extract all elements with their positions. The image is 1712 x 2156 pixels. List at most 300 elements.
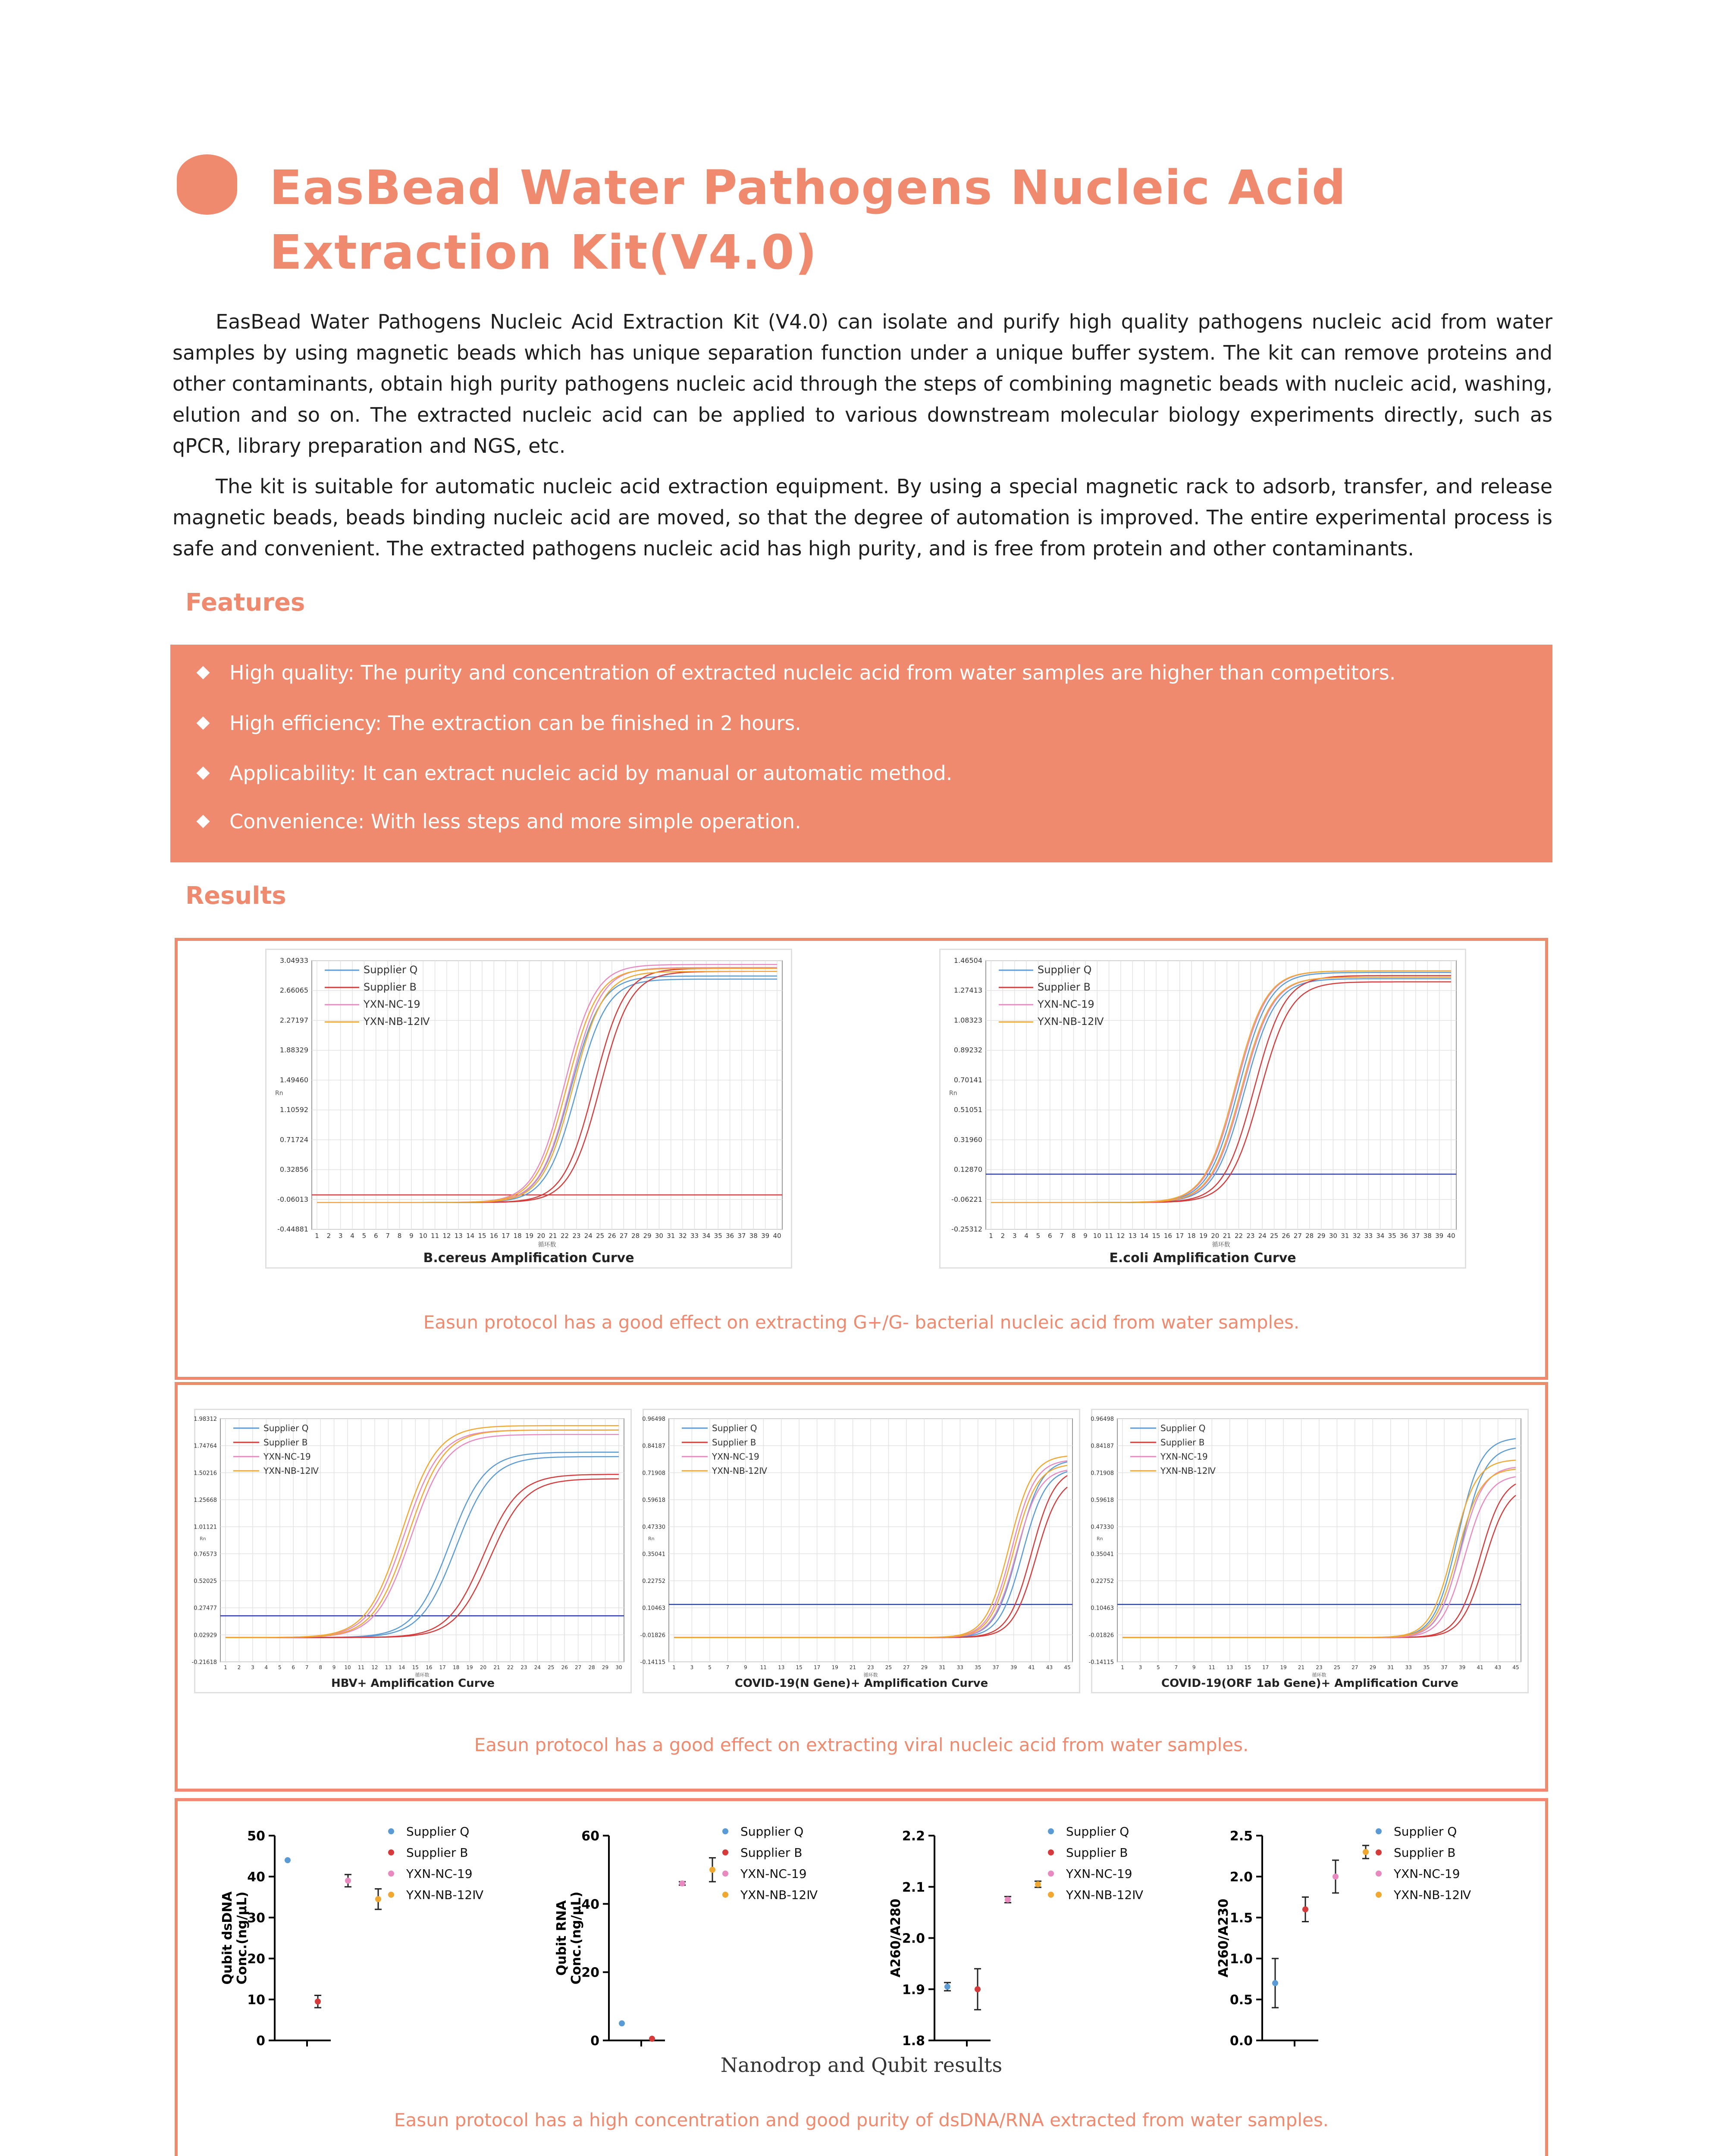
x-tick-label: 17 [1176, 1232, 1184, 1240]
x-tick-label: 17 [1262, 1664, 1269, 1670]
x-tick-label: 11 [1105, 1232, 1113, 1240]
legend-marker [1376, 1849, 1382, 1855]
x-tick-label: 15 [1152, 1232, 1160, 1240]
y-tick-label: 0.27477 [194, 1605, 217, 1612]
diamond-bullet-icon [196, 716, 210, 730]
x-tick-label: 35 [1423, 1664, 1430, 1670]
y-tick-label: 1.0 [1229, 1952, 1253, 1967]
chart-rna [553, 1818, 850, 2053]
x-tick-label: 20 [480, 1664, 487, 1670]
x-tick-label: 1 [315, 1232, 319, 1240]
x-tick-label: 9 [1192, 1664, 1196, 1670]
x-tick-label: 26 [561, 1664, 568, 1670]
x-tick-label: 10 [344, 1664, 351, 1670]
legend-label: YXN-NC-19 [1038, 998, 1094, 1010]
data-point-3 [1035, 1881, 1041, 1887]
y-axis-label-line: A260/A230 [1216, 1899, 1231, 1977]
y-axis-label-line: Conc.(ng/μL) [235, 1891, 250, 1985]
x-tick-label: 15 [412, 1664, 419, 1670]
y-tick-label: 0.35041 [1091, 1551, 1114, 1558]
chart-svg [941, 950, 1465, 1267]
y-tick-label: 0.31960 [953, 1135, 982, 1144]
x-tick-label: 28 [1305, 1232, 1314, 1240]
legend-label: YXN-NC-19 [1160, 1451, 1208, 1462]
x-tick-label: 9 [332, 1664, 336, 1670]
x-tick-label: 29 [643, 1232, 652, 1240]
x-tick-label: 14 [1140, 1232, 1149, 1240]
legend-label: Supplier B [712, 1437, 756, 1448]
x-tick-label: 30 [1329, 1232, 1337, 1240]
y-tick-label: 0.47330 [1091, 1524, 1114, 1531]
x-tick-label: 29 [921, 1664, 928, 1670]
x-tick-label: 11 [1208, 1664, 1215, 1670]
x-tick-label: 4 [350, 1232, 354, 1240]
x-tick-label: 39 [1010, 1664, 1017, 1670]
x-tick-label: 15 [1244, 1664, 1251, 1670]
y-axis-label-line: Qubit RNA [554, 1900, 569, 1976]
x-tick-label: 27 [1293, 1232, 1302, 1240]
y-tick-label: 0.12870 [953, 1165, 982, 1174]
chart-svg [1206, 1818, 1504, 2053]
x-tick-label: 13 [778, 1664, 785, 1670]
x-tick-label: 27 [903, 1664, 910, 1670]
x-tick-label: 37 [1411, 1232, 1420, 1240]
chart-dsdna [219, 1818, 516, 2053]
y-tick-label: 0.47330 [642, 1524, 665, 1531]
x-tick-label: 19 [1280, 1664, 1287, 1670]
y-tick-label: 3.04933 [279, 956, 308, 965]
y-axis-label [1216, 1899, 1231, 1977]
x-tick-label: 35 [975, 1664, 981, 1670]
legend-marker [388, 1849, 394, 1855]
x-tick-label: 34 [702, 1232, 711, 1240]
x-tick-label: 7 [1174, 1664, 1178, 1670]
x-tick-label: 31 [667, 1232, 675, 1240]
legend-marker [1048, 1828, 1054, 1834]
legend-label: Supplier Q [712, 1423, 757, 1433]
y-tick-label: 1.10592 [279, 1106, 308, 1114]
data-point-2 [1005, 1896, 1011, 1902]
x-tick-label: 41 [1028, 1664, 1035, 1670]
x-tick-label: 20 [1211, 1232, 1220, 1240]
y-tick-label: 0.96498 [642, 1416, 665, 1423]
x-axis-label: 循环数 [1312, 1672, 1326, 1678]
y-tick-label: 0.71908 [1091, 1470, 1114, 1477]
legend-label: Supplier Q [1066, 1824, 1129, 1839]
chart-svg [640, 1410, 1079, 1692]
diamond-bullet-icon [196, 666, 210, 679]
x-tick-label: 8 [319, 1664, 322, 1670]
x-tick-label: 12 [442, 1232, 451, 1240]
x-tick-label: 36 [1400, 1232, 1408, 1240]
x-tick-label: 33 [1405, 1664, 1412, 1670]
x-tick-label: 5 [708, 1664, 712, 1670]
legend-marker [722, 1828, 728, 1834]
y-tick-label: 30 [247, 1911, 265, 1926]
legend-label: YXN-NB-12Ⅳ [1160, 1466, 1216, 1476]
x-tick-label: 11 [431, 1232, 439, 1240]
legend-label: YXN-NB-12Ⅳ [406, 1888, 484, 1902]
legend-marker [388, 1892, 394, 1898]
x-tick-label: 24 [534, 1664, 541, 1670]
legend-label: Supplier Q [1394, 1824, 1457, 1839]
legend-label: YXN-NB-12Ⅳ [712, 1466, 767, 1476]
x-tick-label: 9 [743, 1664, 747, 1670]
x-tick-label: 32 [678, 1232, 687, 1240]
y-axis-label: Rn [949, 1090, 957, 1097]
x-tick-label: 6 [1048, 1232, 1052, 1240]
y-tick-label: 0.02929 [194, 1632, 217, 1639]
x-tick-label: 1 [672, 1664, 676, 1670]
data-point-1 [975, 1986, 981, 1992]
x-tick-label: 43 [1494, 1664, 1502, 1670]
y-tick-label: -0.01826 [640, 1632, 665, 1639]
data-point-1 [1302, 1906, 1308, 1912]
chart-bcereus [265, 949, 792, 1269]
legend-marker [1048, 1871, 1054, 1877]
y-tick-label: 2.1 [902, 1880, 925, 1895]
x-tick-label: 22 [507, 1664, 514, 1670]
x-tick-label: 25 [1270, 1232, 1279, 1240]
x-tick-label: 17 [813, 1664, 821, 1670]
x-tick-label: 3 [1138, 1664, 1142, 1670]
x-tick-label: 2 [1000, 1232, 1005, 1240]
x-tick-label: 25 [596, 1232, 605, 1240]
x-tick-label: 31 [1387, 1664, 1394, 1670]
x-tick-label: 23 [572, 1232, 581, 1240]
x-tick-label: 23 [1246, 1232, 1255, 1240]
y-axis-label-line: Conc.(ng/μL) [569, 1891, 584, 1985]
x-tick-label: 38 [1423, 1232, 1432, 1240]
y-tick-label: 0.5 [1229, 1993, 1253, 2008]
x-tick-label: 17 [502, 1232, 510, 1240]
x-tick-label: 37 [737, 1232, 746, 1240]
y-tick-label: 1.8 [902, 2034, 925, 2049]
legend-label: Supplier Q [263, 1423, 309, 1433]
y-tick-label: -0.01826 [1088, 1632, 1114, 1639]
x-tick-label: 21 [1223, 1232, 1231, 1240]
chart-covid-n [640, 1409, 1080, 1693]
x-tick-label: 16 [1163, 1232, 1172, 1240]
x-tick-label: 11 [357, 1664, 365, 1670]
feature-item: High efficiency: The extraction can be finished in 2 hours. [198, 710, 801, 736]
data-point-1 [315, 1999, 321, 2005]
y-axis-label: Rn [200, 1536, 206, 1542]
y-tick-label: 0.76573 [194, 1551, 217, 1558]
x-tick-label: 30 [615, 1664, 622, 1670]
y-tick-label: 0.10463 [642, 1605, 665, 1612]
x-tick-label: 9 [409, 1232, 414, 1240]
chart-svg [1088, 1410, 1527, 1692]
x-tick-label: 3 [690, 1664, 694, 1670]
page-title: EasBead Water Pathogens Nucleic Acid Extraction Kit(V4.0) [270, 160, 1347, 280]
x-tick-label: 19 [525, 1232, 534, 1240]
y-axis-label [220, 1891, 250, 1985]
y-tick-label: -0.25312 [951, 1225, 982, 1233]
x-tick-label: 39 [1458, 1664, 1466, 1670]
x-tick-label: 1 [1121, 1664, 1124, 1670]
x-tick-label: 33 [956, 1664, 963, 1670]
y-tick-label: -0.06221 [951, 1195, 982, 1203]
x-tick-label: 21 [549, 1232, 557, 1240]
legend-label: YXN-NB-12Ⅳ [1394, 1888, 1471, 1902]
x-tick-label: 40 [1447, 1232, 1455, 1240]
y-tick-label: 40 [247, 1870, 265, 1885]
x-tick-label: 2 [237, 1664, 241, 1670]
x-tick-label: 1 [224, 1664, 227, 1670]
legend-marker [1048, 1849, 1054, 1855]
x-tick-label: 27 [619, 1232, 628, 1240]
x-tick-label: 36 [726, 1232, 734, 1240]
intro-paragraph-1: EasBead Water Pathogens Nucleic Acid Extraction Kit (V4.0) can isolate and purify high quality pathogens nucleic acid from water samples by using magnetic beads which has unique separation function under a unique buffer system. The kit can remove proteins and other contaminants, obtain high purity pathogens nucleic acid through the steps of combining magnetic beads with nucleic acid, washing, elution and so on. The extracted nucleic acid can be applied to various downstream molecular biology experiments directly, such as qPCR, library preparation and NGS, etc. [172, 310, 1552, 458]
x-tick-label: 2 [326, 1232, 331, 1240]
x-tick-label: 1 [989, 1232, 993, 1240]
x-tick-label: 33 [690, 1232, 699, 1240]
chart-a260-a230 [1206, 1818, 1504, 2053]
y-tick-label: 2.5 [1229, 1829, 1253, 1844]
x-tick-label: 22 [1234, 1232, 1243, 1240]
y-tick-label: 2.2 [902, 1829, 925, 1844]
x-tick-label: 32 [1352, 1232, 1361, 1240]
y-tick-label: 0.71724 [279, 1135, 308, 1144]
legend-label: Supplier Q [1038, 964, 1092, 976]
x-tick-label: 13 [1128, 1232, 1137, 1240]
y-tick-label: 2.66065 [279, 986, 308, 995]
y-tick-label: 20 [581, 1965, 599, 1981]
x-tick-label: 26 [1282, 1232, 1290, 1240]
y-tick-label: 0 [590, 2034, 599, 2049]
x-tick-label: 5 [1157, 1664, 1160, 1670]
x-tick-label: 10 [1093, 1232, 1101, 1240]
x-tick-label: 25 [548, 1664, 555, 1670]
legend-label: Supplier Q [406, 1824, 470, 1839]
x-axis-label: 循环数 [1212, 1241, 1230, 1248]
x-tick-label: 29 [602, 1664, 609, 1670]
x-tick-label: 19 [831, 1664, 838, 1670]
x-tick-label: 29 [1317, 1232, 1326, 1240]
y-axis-label: Rn [275, 1090, 283, 1097]
legend-label: Supplier B [406, 1846, 468, 1860]
y-axis-label [888, 1899, 903, 1977]
x-tick-label: 13 [1226, 1664, 1233, 1670]
x-tick-label: 24 [584, 1232, 593, 1240]
y-tick-label: 0.96498 [1091, 1416, 1114, 1423]
x-tick-label: 8 [397, 1232, 402, 1240]
x-tick-label: 39 [1435, 1232, 1444, 1240]
data-point-0 [1272, 1980, 1278, 1986]
x-tick-label: 13 [454, 1232, 463, 1240]
legend-label: YXN-NC-19 [1066, 1867, 1132, 1881]
intro-paragraph-2: The kit is suitable for automatic nucleic acid extraction equipment. By using a special magnetic rack to adsorb, transfer, and release magnetic beads, beads binding nucleic acid are moved, so that the degree of automation is improved. The entire experimental process is safe and convenient. The extracted pathogens nucleic acid has high purity, and is free from protein and other contaminants. [172, 475, 1552, 560]
y-tick-label: 0.71908 [642, 1470, 665, 1477]
y-tick-label: 0.59618 [1091, 1497, 1114, 1504]
x-tick-label: 37 [992, 1664, 999, 1670]
y-tick-label: 0.10463 [1091, 1605, 1114, 1612]
panel-1-caption: Easun protocol has a good effect on extracting G+/G- bacterial nucleic acid from water samples. [423, 1312, 1300, 1333]
diamond-bullet-icon [196, 815, 210, 828]
x-tick-label: 11 [760, 1664, 767, 1670]
x-tick-label: 20 [537, 1232, 546, 1240]
x-tick-label: 17 [439, 1664, 446, 1670]
chart-svg [878, 1818, 1176, 2053]
legend-label: YXN-NC-19 [406, 1867, 473, 1881]
chart-title: COVID-19(N Gene)+ Amplification Curve [734, 1677, 988, 1690]
data-point-1 [649, 2036, 655, 2042]
x-tick-label: 27 [1351, 1664, 1358, 1670]
legend-label: YXN-NC-19 [364, 998, 420, 1010]
x-tick-label: 16 [426, 1664, 433, 1670]
x-tick-label: 8 [1071, 1232, 1076, 1240]
title-hexagon-icon [177, 154, 237, 215]
x-tick-label: 21 [849, 1664, 856, 1670]
x-tick-label: 3 [1012, 1232, 1017, 1240]
x-tick-label: 9 [1083, 1232, 1088, 1240]
data-point-3 [375, 1896, 381, 1902]
chart-ecoli [939, 949, 1466, 1269]
x-tick-label: 40 [773, 1232, 781, 1240]
x-axis-label: 循环数 [415, 1672, 430, 1678]
x-tick-label: 4 [264, 1664, 268, 1670]
y-tick-label: 1.9 [902, 1982, 925, 1998]
x-tick-label: 28 [588, 1664, 595, 1670]
x-tick-label: 7 [726, 1664, 730, 1670]
x-tick-label: 34 [1376, 1232, 1385, 1240]
legend-label: Supplier B [740, 1846, 803, 1860]
legend-marker [1048, 1892, 1054, 1898]
x-tick-label: 21 [1298, 1664, 1305, 1670]
legend-label: YXN-NB-12Ⅳ [364, 1015, 430, 1028]
y-tick-label: -0.06013 [277, 1195, 308, 1203]
legend-marker [722, 1849, 728, 1855]
results-panel-quality [175, 1798, 1548, 2156]
x-tick-label: 35 [1388, 1232, 1396, 1240]
y-tick-label: 10 [247, 1993, 265, 2008]
x-tick-label: 23 [520, 1664, 527, 1670]
data-point-0 [619, 2020, 625, 2026]
legend-label: YXN-NC-19 [263, 1451, 311, 1462]
y-tick-label: 1.25668 [194, 1497, 217, 1504]
data-point-3 [1363, 1849, 1369, 1855]
y-tick-label: 1.98312 [194, 1416, 217, 1423]
y-tick-label: 2.0 [1229, 1870, 1253, 1885]
chart-svg [553, 1818, 850, 2053]
y-tick-label: 1.50216 [194, 1470, 217, 1477]
results-panel-virus [175, 1382, 1548, 1792]
data-point-2 [345, 1878, 351, 1884]
y-tick-label: 2.27197 [279, 1016, 308, 1025]
y-tick-label: 0.22752 [642, 1578, 665, 1585]
x-tick-label: 45 [1064, 1664, 1071, 1670]
y-tick-label: 1.27413 [953, 986, 982, 995]
panel-3-subtitle: Nanodrop and Qubit results [720, 2053, 1003, 2077]
x-axis-label: 循环数 [538, 1241, 556, 1248]
x-tick-label: 4 [1024, 1232, 1028, 1240]
legend-label: Supplier Q [1160, 1423, 1206, 1433]
x-tick-label: 30 [655, 1232, 663, 1240]
y-axis-label: Rn [648, 1536, 655, 1542]
legend-marker [722, 1871, 728, 1877]
x-tick-label: 19 [466, 1664, 473, 1670]
x-tick-label: 41 [1477, 1664, 1483, 1670]
x-tick-label: 45 [1512, 1664, 1519, 1670]
features-heading: Features [185, 589, 305, 617]
legend-label: Supplier B [1038, 981, 1091, 993]
x-tick-label: 15 [796, 1664, 803, 1670]
x-tick-label: 5 [1036, 1232, 1041, 1240]
intro-text [172, 306, 1552, 564]
y-tick-label: 50 [247, 1829, 265, 1844]
y-tick-label: 1.5 [1229, 1911, 1253, 1926]
x-tick-label: 31 [939, 1664, 946, 1670]
x-tick-label: 39 [761, 1232, 770, 1240]
y-tick-label: -0.44881 [277, 1225, 308, 1233]
x-tick-label: 26 [608, 1232, 616, 1240]
legend-label: Supplier B [263, 1437, 308, 1448]
x-tick-label: 18 [513, 1232, 522, 1240]
chart-svg [191, 1410, 630, 1692]
y-tick-label: 20 [247, 1952, 265, 1967]
legend-label: Supplier B [364, 981, 417, 993]
feature-item: Applicability: It can extract nucleic acid by manual or automatic method. [198, 760, 952, 786]
data-point-2 [679, 1880, 685, 1887]
y-tick-label: 0.70141 [953, 1075, 982, 1084]
y-tick-label: 0.0 [1229, 2034, 1253, 2049]
data-point-3 [709, 1867, 715, 1873]
x-tick-label: 22 [560, 1232, 569, 1240]
x-tick-label: 18 [1187, 1232, 1196, 1240]
y-tick-label: 0.51051 [953, 1106, 982, 1114]
chart-title: HBV+ Amplification Curve [331, 1677, 495, 1690]
legend-marker [1376, 1871, 1382, 1877]
chart-title: E.coli Amplification Curve [1109, 1250, 1296, 1266]
chart-title: COVID-19(ORF 1ab Gene)+ Amplification Curve [1161, 1677, 1458, 1690]
chart-title: B.cereus Amplification Curve [423, 1250, 634, 1266]
x-tick-label: 18 [452, 1664, 460, 1670]
legend-marker [388, 1828, 394, 1834]
legend-marker [1376, 1892, 1382, 1898]
chart-svg [267, 950, 791, 1267]
data-point-0 [944, 1984, 950, 1990]
x-tick-label: 27 [575, 1664, 582, 1670]
x-axis-label: 循环数 [863, 1672, 878, 1678]
x-tick-label: 16 [489, 1232, 498, 1240]
legend-label: YXN-NC-19 [1394, 1867, 1460, 1881]
x-tick-label: 21 [493, 1664, 500, 1670]
y-tick-label: 40 [581, 1897, 599, 1912]
x-tick-label: 43 [1046, 1664, 1053, 1670]
y-tick-label: -0.14115 [1088, 1659, 1114, 1666]
y-tick-label: 0.59618 [642, 1497, 665, 1504]
results-heading: Results [185, 882, 286, 910]
data-point-0 [285, 1857, 291, 1863]
x-tick-label: 37 [1441, 1664, 1448, 1670]
diamond-bullet-icon [196, 766, 210, 780]
results-panel-bacteria [175, 938, 1548, 1380]
y-tick-label: 0.35041 [642, 1551, 665, 1558]
y-tick-label: 1.88329 [279, 1046, 308, 1054]
x-tick-label: 19 [1199, 1232, 1208, 1240]
x-tick-label: 14 [398, 1664, 405, 1670]
y-tick-label: 0.22752 [1091, 1578, 1114, 1585]
y-tick-label: 2.0 [902, 1931, 925, 1946]
legend-label: Supplier Q [740, 1824, 804, 1839]
y-tick-label: 1.74764 [194, 1443, 217, 1450]
y-tick-label: 0.52025 [194, 1578, 217, 1585]
chart-svg [219, 1818, 516, 2053]
legend-label: Supplier Q [364, 964, 418, 976]
x-tick-label: 7 [386, 1232, 390, 1240]
y-axis-label [554, 1892, 584, 1985]
